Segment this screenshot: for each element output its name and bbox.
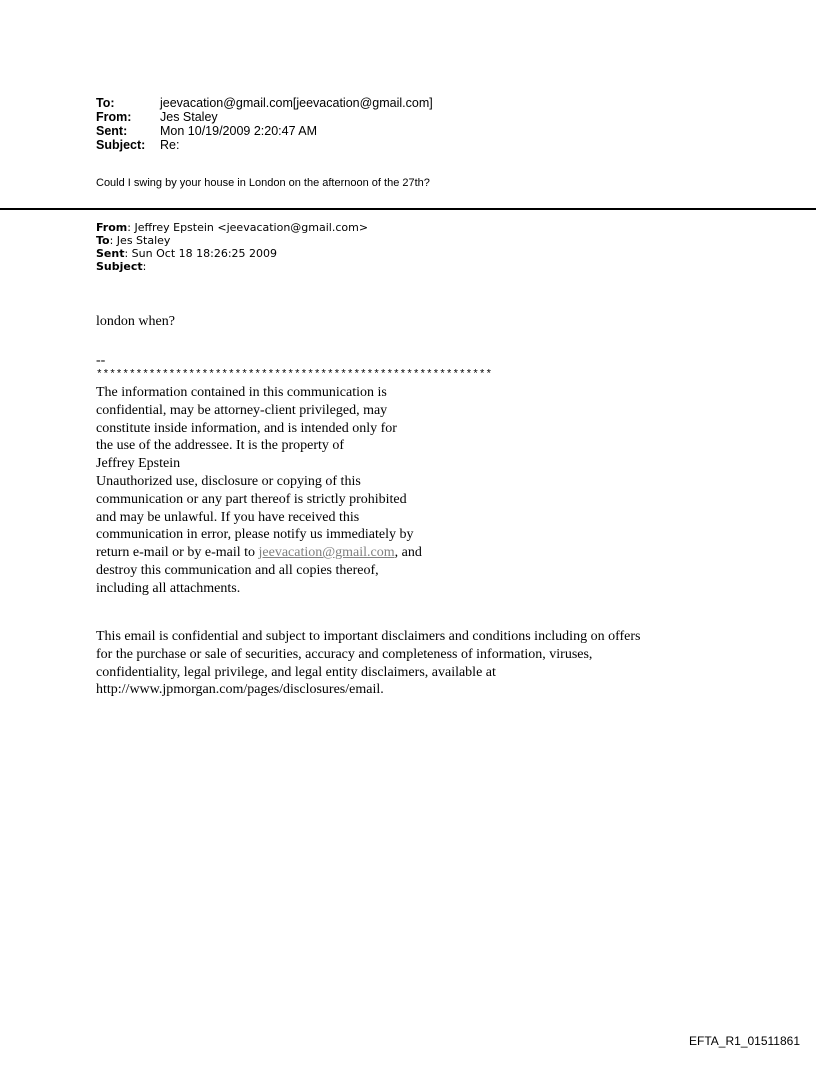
quoted-sent-row bbox=[96, 247, 368, 260]
quoted-subject-row bbox=[96, 260, 368, 273]
disclaimer-line: constitute inside information, and is intended only for bbox=[96, 420, 397, 436]
disclaimer-line: including all attachments. bbox=[96, 580, 241, 596]
quoted-subject-label: Subject bbox=[96, 260, 143, 273]
from-value: Jes Staley bbox=[160, 110, 218, 124]
email-header bbox=[96, 96, 433, 152]
disclaimer-line: Jeffrey Epstein bbox=[96, 456, 181, 472]
quoted-sent-value: : Sun Oct 18 18:26:25 2009 bbox=[124, 247, 278, 260]
disclaimer-line: Unauthorized use, disclosure or copying of this bbox=[96, 473, 361, 489]
disclaimer-line: communication or any part thereof is strictly prohibited bbox=[96, 491, 407, 507]
disclaimer-return-line bbox=[96, 544, 422, 562]
from-row bbox=[96, 110, 433, 124]
disclaimer-line: and may be unlawful. If you have received this bbox=[96, 509, 360, 525]
reply-body: Could I swing by your house in London on the afternoon of the 27th? bbox=[96, 177, 430, 189]
disclaimer-line: communication in error, please notify us immediately by bbox=[96, 527, 414, 543]
quoted-from-row bbox=[96, 221, 368, 234]
document-id: EFTA_R1_01511861 bbox=[689, 1034, 800, 1048]
jpm-disclaimer bbox=[96, 628, 640, 699]
quoted-to-row bbox=[96, 234, 368, 247]
quoted-sent-label: Sent bbox=[96, 247, 125, 260]
quoted-header bbox=[96, 221, 368, 273]
sent-label: Sent: bbox=[96, 124, 128, 138]
jpm-disclaimer-line: http://www.jpmorgan.com/pages/disclosures/email. bbox=[96, 682, 384, 698]
from-label: From: bbox=[96, 110, 132, 124]
email-link[interactable]: jeevacation@gmail.com bbox=[258, 545, 395, 561]
disclaimer-line: destroy this communication and all copies thereof, bbox=[96, 562, 379, 578]
confidentiality-disclaimer bbox=[96, 384, 422, 598]
jpm-disclaimer-line: for the purchase or sale of securities, accuracy and completeness of information, viruses, bbox=[96, 646, 593, 662]
sent-value: Mon 10/19/2009 2:20:47 AM bbox=[160, 124, 318, 138]
jpm-disclaimer-line: This email is confidential and subject to important disclaimers and conditions including on offers bbox=[96, 629, 641, 644]
disclaimer-line: confidential, may be attorney-client privileged, may bbox=[96, 402, 388, 418]
subject-label: Subject: bbox=[96, 138, 146, 152]
disclaimer-line: the use of the addressee. It is the property of bbox=[96, 438, 345, 454]
to-row bbox=[96, 96, 433, 110]
signature-asterisks: ************************************************************ bbox=[96, 369, 493, 381]
quoted-from-label: From bbox=[96, 221, 128, 234]
quoted-subject-value: : bbox=[142, 260, 147, 273]
subject-value: Re: bbox=[160, 138, 180, 152]
return-line-prefix: return e-mail or by e-mail to bbox=[96, 545, 259, 561]
quoted-body: london when? bbox=[96, 314, 175, 329]
quoted-to-value: : Jes Staley bbox=[109, 234, 171, 247]
to-label: To: bbox=[96, 96, 115, 110]
jpm-disclaimer-line: confidentiality, legal privilege, and legal entity disclaimers, available at bbox=[96, 664, 496, 680]
subject-row bbox=[96, 138, 433, 152]
disclaimer-line: The information contained in this communication is bbox=[96, 385, 387, 400]
quoted-from-value: : Jeffrey Epstein <jeevacation@gmail.com> bbox=[127, 221, 369, 234]
to-value: jeevacation@gmail.com[jeevacation@gmail.com] bbox=[160, 96, 433, 110]
quoted-to-label: To bbox=[96, 234, 110, 247]
sent-row bbox=[96, 124, 433, 138]
return-line-suffix: , and bbox=[394, 545, 422, 561]
message-separator bbox=[0, 208, 816, 210]
signature-dash: -- bbox=[96, 353, 106, 368]
